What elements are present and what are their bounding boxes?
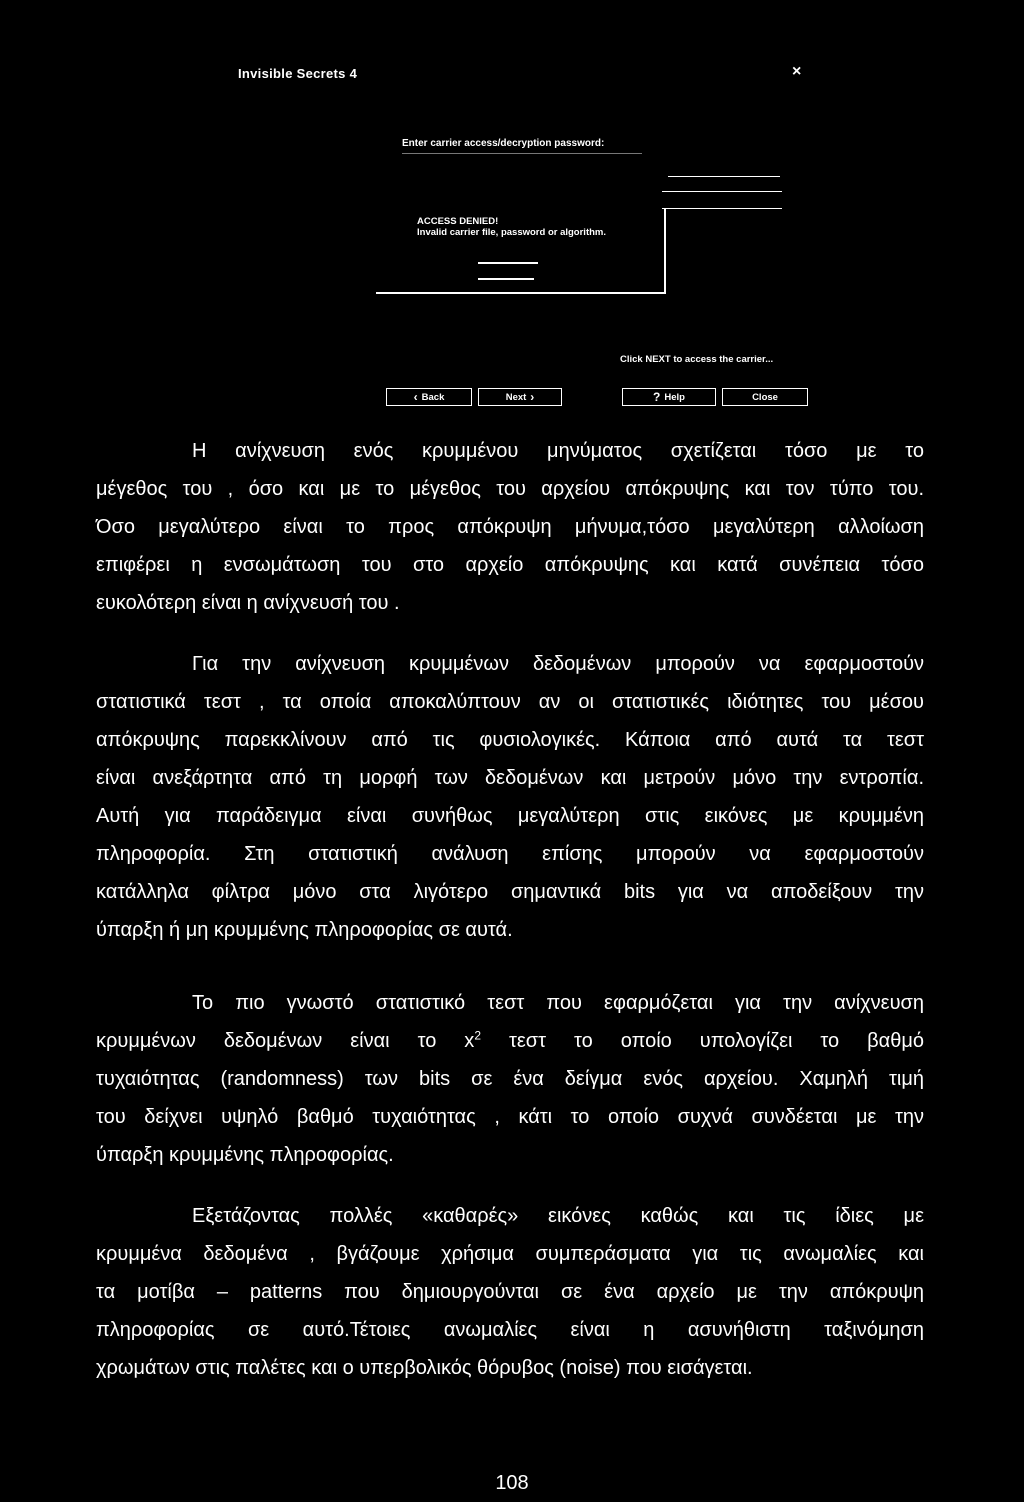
help-button[interactable] <box>622 388 716 406</box>
paragraph-line: ευκολότερη είναι η ανίχνευσή του . <box>96 592 400 614</box>
next-arrow-icon: › <box>530 390 535 404</box>
superscript: 2 <box>474 1028 481 1043</box>
paragraph-line: ύπαρξη ή μη κρυμμένης πληροφορίας σε αυτά. <box>96 919 513 941</box>
divider <box>478 262 538 264</box>
password-field[interactable] <box>402 153 642 154</box>
paragraph-4 <box>96 1203 924 1393</box>
paragraph-3 <box>96 990 924 1180</box>
dialog-title: Invisible Secrets 4 <box>238 66 358 81</box>
paragraph-line: Εξετάζοντας πολλές «καθαρές» εικόνες καθώς και τις ίδιες με <box>192 1205 924 1227</box>
paragraph-line: Για την ανίχνευση κρυμμένων δεδομένων μπορούν να εφαρμοστούν <box>192 653 924 675</box>
paragraph-line: τα μοτίβα – patterns που δημιουργούνται σε ένα αρχείο με την απόκρυψη <box>96 1281 924 1303</box>
paragraph-line: Η ανίχνευση ενός κρυμμένου μηνύματος σχετίζεται τόσο με το <box>192 440 924 462</box>
divider <box>668 176 780 177</box>
next-hint: Click NEXT to access the carrier... <box>620 354 774 365</box>
paragraph-line: πληροφορίας σε αυτό.Τέτοιες ανωμαλίες είναι η ασυνήθιστη ταξινόμηση <box>96 1319 924 1341</box>
paragraph-2 <box>96 651 924 955</box>
paragraph-line: είναι ανεξάρτητα από τη μορφή των δεδομένων και μετρούν μόνο την εντροπία. <box>96 767 924 789</box>
back-button-label: Back <box>421 391 445 403</box>
divider <box>662 208 782 209</box>
status-title: ACCESS DENIED! <box>417 216 499 227</box>
paragraph-line: πληροφορία. Στη στατιστική ανάλυση επίσης μπορούν να εφαρμοστούν <box>96 843 924 865</box>
invisible-secrets-dialog <box>230 58 820 410</box>
paragraph-line: τυχαιότητας (randomness) των bits σε ένα δείγμα ενός αρχείου. Χαμηλή τιμή <box>96 1068 924 1090</box>
paragraph-line: χρωμάτων στις παλέτες και ο υπερβολικός θόρυβος (noise) που εισάγεται. <box>96 1357 753 1379</box>
paragraph-line: Το πιο γνωστό στατιστικό τεστ που εφαρμόζεται για την ανίχνευση <box>192 992 924 1014</box>
close-icon[interactable]: × <box>792 63 802 80</box>
password-prompt: Enter carrier access/decryption password: <box>402 138 605 149</box>
paragraph-line: Όσο μεγαλύτερο είναι το προς απόκρυψη μήνυμα,τόσο μεγαλύτερη αλλοίωση <box>96 516 924 538</box>
paragraph-line <box>96 1028 924 1056</box>
back-arrow-icon: ‹ <box>413 390 418 404</box>
paragraph-line: ύπαρξη κρυμμένης πληροφορίας. <box>96 1144 394 1166</box>
close-button[interactable] <box>722 388 808 406</box>
divider <box>478 278 534 280</box>
help-icon: ? <box>653 390 661 404</box>
next-button[interactable] <box>478 388 562 406</box>
next-button-label: Next <box>505 391 527 403</box>
paragraph-line: Αυτή για παράδειγμα είναι συνήθως μεγαλύτερη στις εικόνες με κρυμμένη <box>96 805 924 827</box>
help-button-label: Help <box>664 391 685 403</box>
status-detail: Invalid carrier file, password or algorithm. <box>417 227 606 238</box>
paragraph-line: του δείχνει υψηλό βαθμό τυχαιότητας , κάτι το οποίο συχνά συνδέεται με την <box>96 1106 924 1128</box>
frame-border <box>664 208 666 294</box>
line-text: τεστ το οποίο υπολογίζει το βαθμό <box>481 1030 924 1052</box>
paragraph-line: μέγεθος του , όσο και με το μέγεθος του αρχείου απόκρυψης και τον τύπο του. <box>96 478 924 500</box>
line-text: κρυμμένων δεδομένων είναι το x <box>96 1030 475 1052</box>
access-denied-message <box>417 216 606 238</box>
paragraph-line: επιφέρει η ενσωμάτωση του στο αρχείο απόκρυψης και κατά συνέπεια τόσο <box>96 554 924 576</box>
paragraph-line: κατάλληλα φίλτρα μόνο στα λιγότερο σημαντικά bits για να αποδείξουν την <box>96 881 924 903</box>
paragraph-line: κρυμμένα δεδομένα , βγάζουμε χρήσιμα συμπεράσματα για τις ανωμαλίες και <box>96 1243 924 1265</box>
paragraph-line: απόκρυψης παρεκκλίνουν από τις φυσιολογικές. Κάποια από αυτά τα τεστ <box>96 729 924 751</box>
back-button[interactable] <box>386 388 472 406</box>
divider <box>662 191 782 192</box>
paragraph-1 <box>96 438 924 628</box>
paragraph-line: στατιστικά τεστ , τα οποία αποκαλύπτουν αν οι στατιστικές ιδιότητες του μέσου <box>96 691 924 713</box>
page-number: 108 <box>495 1472 529 1494</box>
close-button-label: Close <box>752 391 778 403</box>
frame-border <box>376 292 666 294</box>
